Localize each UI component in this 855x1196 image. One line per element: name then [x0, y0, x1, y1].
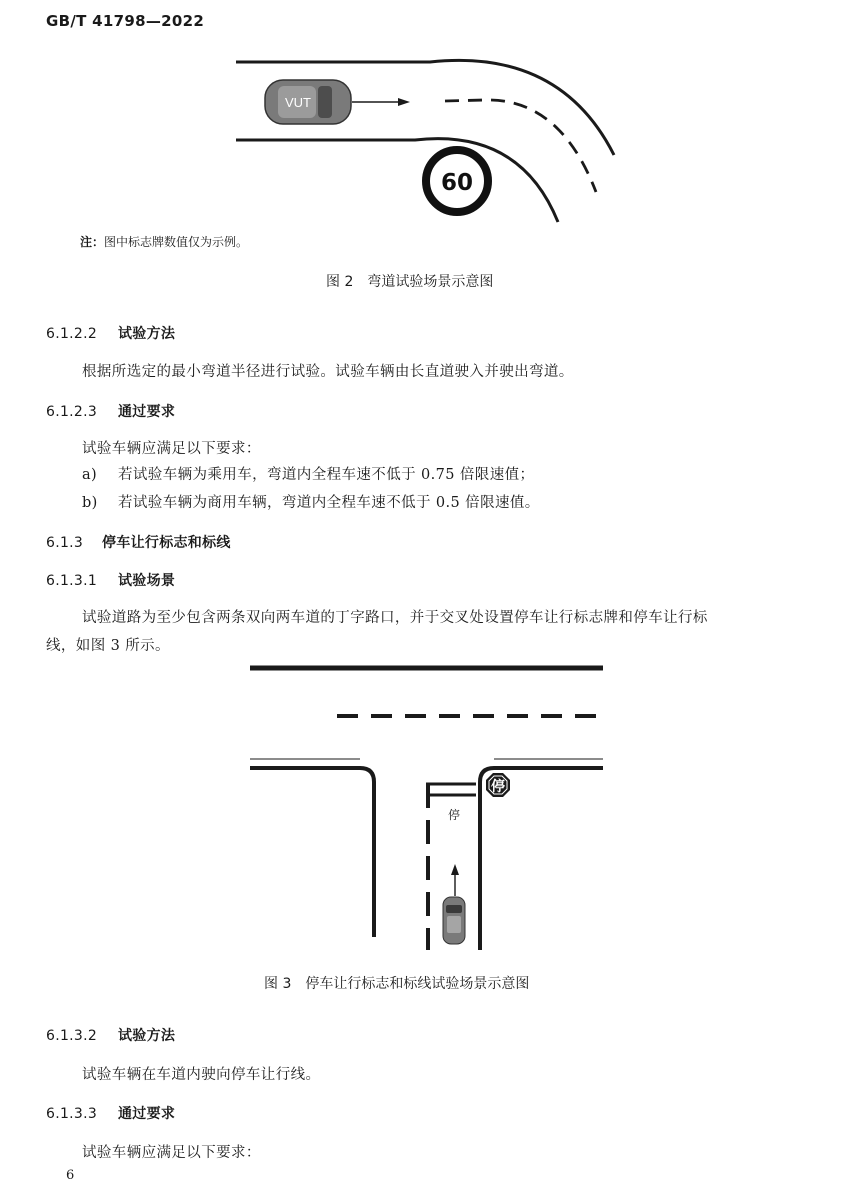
section-6-1-3-2: 6.1.3.2 试验方法 — [46, 1028, 176, 1044]
page-number: 6 — [66, 1168, 75, 1183]
section-6-1-2-2-text: 根据所选定的最小弯道半径进行试验。试验车辆由长直道驶入并驶出弯道。 — [82, 364, 574, 380]
list-item: a) 若试验车辆为乘用车，弯道内全程车速不低于 0.75 倍限速值； — [82, 467, 535, 483]
section-6-1-3: 6.1.3 停车让行标志和标线 — [46, 535, 231, 551]
left-corner-edge — [250, 768, 374, 937]
speed-limit-sign — [426, 150, 488, 212]
test-vehicle — [443, 897, 465, 944]
section-6-1-2-3: 6.1.2.3 通过要求 — [46, 404, 176, 420]
figure3-caption: 图 3 停车让行标志和标线试验场景示意图 — [264, 976, 530, 992]
stop-sign-text: 停 — [491, 779, 505, 795]
section-6-1-3-3: 6.1.3.3 通过要求 — [46, 1106, 176, 1122]
figure2-note: 注：图中标志牌数值仅为示例。 — [80, 235, 249, 249]
section-6-1-3-1-line2: 线，如图 3 所示。 — [46, 638, 170, 654]
road-marking-text: 停 — [447, 808, 461, 822]
figure2-caption: 图 2 弯道试验场景示意图 — [326, 274, 494, 290]
section-6-1-2-3-intro: 试验车辆应满足以下要求： — [82, 441, 261, 457]
section-6-1-3-1-line1: 试验道路为至少包含两条双向两车道的丁字路口，并于交叉处设置停车让行标志牌和停车让行标 — [82, 610, 708, 626]
figure2-diagram — [0, 0, 855, 235]
stop-sign — [486, 773, 510, 797]
section-6-1-2-2: 6.1.2.2 试验方法 — [46, 326, 176, 342]
list-item: b) 若试验车辆为商用车辆，弯道内全程车速不低于 0.5 倍限速值。 — [82, 495, 540, 511]
section-6-1-3-2-text: 试验车辆在车道内驶向停车让行线。 — [82, 1067, 321, 1083]
figure3-diagram — [0, 655, 855, 960]
vut-vehicle — [265, 80, 351, 124]
standard-code: GB/T 41798—2022 — [46, 12, 205, 30]
speed-limit-value: 60 — [440, 170, 474, 196]
vut-label: VUT — [285, 95, 311, 110]
curve-inner-edge — [236, 139, 558, 222]
section-6-1-3-3-text: 试验车辆应满足以下要求： — [82, 1145, 261, 1161]
section-6-1-3-1: 6.1.3.1 试验场景 — [46, 573, 176, 589]
